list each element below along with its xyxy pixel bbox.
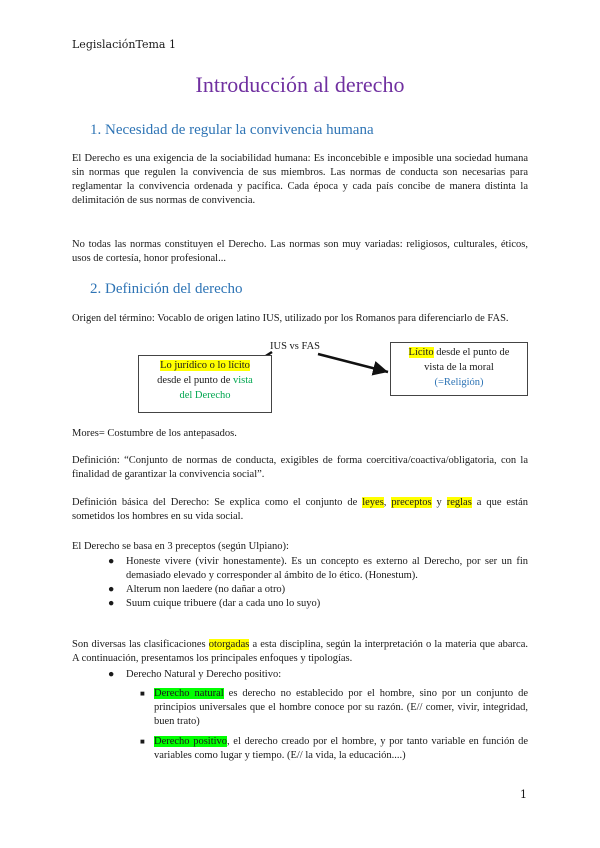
precept-text: Honeste vivere (vivir honestamente). Es un concepto es externo al Derecho, por ser un fin demasiado elevado y corresponder al ámbito de lo ético. (Honestum). — [126, 556, 528, 581]
page-title: Introducción al derecho — [195, 72, 405, 97]
ius-fas-diagram — [0, 340, 600, 420]
right-box-text2: vista de la moral — [424, 362, 494, 373]
list-item: ● Suum cuique tribuere (dar a cada uno lo suyo) — [108, 598, 321, 609]
arrow-right — [318, 354, 388, 372]
diagram-center-label: IUS vs FAS — [270, 341, 320, 352]
left-box-highlight: Lo jurídico o lo lícito — [160, 360, 250, 371]
diagram-box-left — [138, 355, 272, 413]
definition-text: “Conjunto de normas de conducta, exigibles de forma coercitiva/coactiva/obligatoria, con la finalidad de garantizar la convivencia social”. — [72, 455, 528, 480]
basic-def-sep1: , — [383, 497, 392, 508]
right-box-highlight: Lícito — [408, 347, 434, 358]
page-header: LegislaciónTema 1 — [72, 38, 176, 51]
precepts-list — [108, 555, 528, 611]
section1-heading: 1. Necesidad de regular la convivencia humana — [90, 122, 374, 138]
origin-paragraph: Origen del término: Vocablo de origen latino IUS, utilizado por los Romanos para diferenciarlo de FAS. — [72, 313, 509, 324]
mores-line: Mores= Costumbre de los antepasados. — [72, 428, 237, 439]
hl-reglas: reglas — [446, 497, 472, 508]
natpos-list — [108, 668, 528, 682]
class-text-pre: Son diversas las clasificaciones — [72, 639, 209, 650]
definition-label: Definición: — [72, 455, 120, 466]
natpos-sublist — [140, 687, 528, 763]
positivo-text: , el derecho creado por el hombre, y por tanto variable en función de variables como lugar y tiempo. (E// la vida, la educación....) — [154, 736, 528, 761]
right-box-text1: desde el punto de — [433, 347, 510, 358]
precepts-intro: El Derecho se basa en 3 preceptos (según Ulpiano): — [72, 541, 289, 552]
list-item: ● Honeste vivere (vivir honestamente). Es un concepto es externo al Derecho, por ser un fin demasiado elevado y corresponder al ámbito de lo ético. (Honestum). — [108, 556, 528, 581]
list-item: ■ Derecho positivo, el derecho creado por el hombre, y por tanto variable en función de variables como lugar y tiempo. (E// la vida, la educación....) — [140, 736, 528, 761]
left-box-green1: vista — [232, 375, 253, 386]
section2-heading: 2. Definición del derecho — [90, 281, 243, 297]
list-item: ● Derecho Natural y Derecho positivo: — [108, 669, 282, 680]
precept-text: Alterum non laedere (no dañar a otro) — [126, 584, 286, 595]
section1-paragraph2: No todas las normas constituyen el Derecho. Las normas son muy variadas: religiosos, culturales, éticos, usos de cortesía, honor profesional... — [72, 239, 528, 264]
list-item: ■ Derecho natural es derecho no establecido por el hombre, sino por un conjunto de principios universales que el hombre conoce por su razón. (E// comer, vivir, integridad, buen trato) — [140, 688, 528, 727]
hl-derecho-natural: Derecho natural — [154, 688, 224, 699]
class-text-post: a esta disciplina, según la interpretación o la materia que abarca. A continuación, presentamos los principales enfoques y tipologías. — [72, 639, 528, 664]
basic-def-text: Definición básica del Derecho: Se explica como el conjunto de — [72, 497, 363, 508]
natpos-text: Derecho Natural y Derecho positivo: — [126, 669, 282, 680]
diagram-box-right — [390, 342, 528, 396]
list-item: ● Alterum non laedere (no dañar a otro) — [108, 584, 286, 595]
hl-leyes: leyes — [362, 497, 384, 508]
natural-text: es derecho no establecido por el hombre, sino por un conjunto de principios universales que el hombre conoce por su razón. (E// comer, vivir, integridad, buen trato) — [154, 688, 528, 727]
left-box-text: desde el punto de — [157, 375, 233, 386]
classification-paragraph — [72, 638, 528, 666]
basic-def-post: a que están sometidos los hombres en su vida social. — [72, 497, 528, 522]
basic-def-sep2: y — [431, 497, 447, 508]
basic-definition-paragraph — [72, 496, 528, 524]
hl-derecho-positivo: Derecho positivo — [154, 736, 228, 747]
right-box-blue: (=Religión) — [434, 377, 484, 388]
left-box-green2: del Derecho — [179, 390, 231, 401]
precept-text: Suum cuique tribuere (dar a cada uno lo suyo) — [126, 598, 321, 609]
hl-preceptos: preceptos — [391, 497, 432, 508]
section1-paragraph1: El Derecho es una exigencia de la sociabilidad humana: Es inconcebible e imposible una sociedad humana sin normas que regulen la convivencia de sus miembros. Las normas de conducta son necesarias para reglamentar la convivencia ordenada y pacífica. Cada época y cada país concibe de manera distinta la delimitación de sus normas de convivencia. — [72, 153, 528, 206]
page-number: 1 — [520, 788, 527, 801]
hl-otorgadas: otorgadas — [208, 639, 250, 650]
definition-paragraph — [72, 454, 528, 482]
